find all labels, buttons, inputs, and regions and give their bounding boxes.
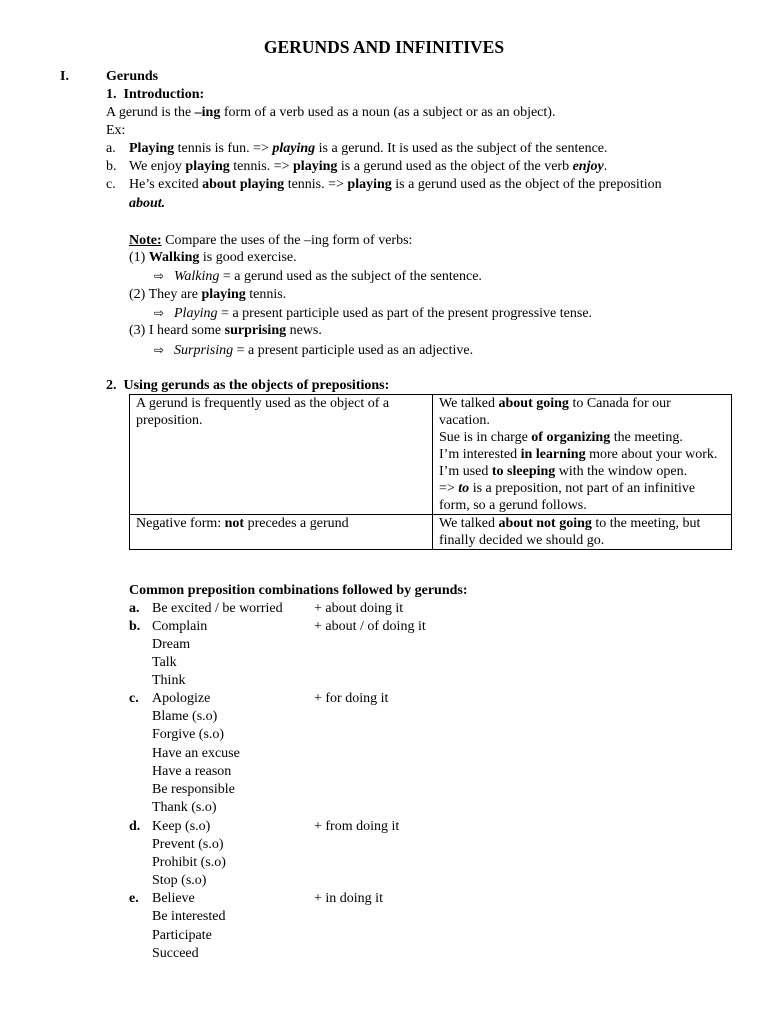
text: surprising	[224, 323, 287, 338]
text: We enjoy	[129, 159, 186, 174]
text: not	[224, 516, 245, 531]
list-item: Prohibit (s.o)	[152, 855, 226, 870]
list-marker: c.	[106, 177, 116, 192]
table-cell	[130, 515, 433, 550]
note-sentence-2	[129, 286, 286, 304]
text: Playing	[174, 306, 218, 321]
text: Walking	[174, 269, 220, 284]
text: Walking	[148, 250, 200, 265]
example-a	[106, 140, 608, 158]
text: Negative form:	[136, 516, 225, 531]
list-item: Be responsible	[152, 782, 235, 797]
example-line	[439, 446, 725, 463]
text: I’m interested	[439, 447, 521, 462]
list-item: Thank (s.o)	[152, 800, 217, 815]
list-item: Be excited / be worried	[152, 601, 283, 616]
text: playing	[185, 159, 230, 174]
preposition-label: + from doing it	[314, 819, 400, 834]
text: precedes a gerund	[244, 516, 349, 531]
example-line	[439, 480, 725, 514]
text: Playing	[129, 141, 175, 156]
example-b	[106, 158, 607, 176]
text: enjoy	[572, 159, 604, 174]
text: to the meeting, but finally decided we should go.	[439, 516, 701, 548]
preposition-label: + for doing it	[314, 691, 389, 706]
list-item: Prevent (s.o)	[152, 837, 224, 852]
page-title: GERUNDS AND INFINITIVES	[263, 37, 505, 57]
text: form of a verb used as a noun (as a subject or as an object).	[220, 105, 556, 120]
text: tennis. =>	[284, 177, 348, 192]
note-line	[129, 232, 412, 250]
text: –ing	[194, 105, 221, 120]
text: = a present participle used as part of the present progressive tense.	[217, 306, 593, 321]
section-heading: Gerunds	[106, 69, 159, 84]
arrow-right-icon: ⇨	[154, 269, 165, 283]
note-explanation-3	[154, 341, 473, 360]
text: about going	[498, 396, 569, 411]
list-item: Keep (s.o)	[152, 819, 211, 834]
text: = a gerund used as the subject of the sentence.	[219, 269, 482, 284]
list-marker: b.	[106, 159, 117, 174]
list-marker: e.	[129, 891, 139, 906]
text: playing	[272, 141, 316, 156]
note-explanation-1	[154, 267, 482, 286]
text: tennis.	[245, 287, 287, 302]
arrow-right-icon: ⇨	[154, 306, 165, 320]
text: playing	[347, 177, 392, 192]
list-item: Stop (s.o)	[152, 873, 207, 888]
gerund-definition	[106, 104, 555, 122]
text: to Canada for our vacation.	[439, 396, 671, 428]
text: to	[458, 481, 470, 496]
text: tennis is fun. =>	[174, 141, 273, 156]
text: tennis. =>	[229, 159, 294, 174]
arrow-right-icon: ⇨	[154, 343, 165, 357]
text: news.	[286, 323, 322, 338]
text: to sleeping	[491, 464, 556, 479]
list-item: Participate	[152, 928, 212, 943]
section-numeral: I.	[60, 69, 69, 84]
list-item: Forgive (s.o)	[152, 727, 225, 742]
note-sentence-1	[129, 249, 297, 267]
note-explanation-2	[154, 304, 592, 323]
preposition-table	[129, 394, 732, 550]
text: is a preposition, not part of an infinitive form, so a gerund follows.	[439, 481, 696, 513]
preposition-label: + about doing it	[314, 601, 404, 616]
list-item: Talk	[152, 655, 177, 670]
list-item: Be interested	[152, 909, 226, 924]
table-cell	[433, 395, 732, 515]
list-marker: c.	[129, 691, 139, 706]
example-label: Ex:	[106, 123, 126, 138]
text: (2) They are	[129, 287, 202, 302]
text: playing	[293, 159, 338, 174]
text: A gerund is the	[106, 105, 195, 120]
section2-heading: 2. Using gerunds as the objects of prepositions:	[106, 378, 390, 393]
combos-heading: Common preposition combinations followed by gerunds:	[129, 583, 468, 598]
text: (1)	[129, 250, 149, 265]
text: = a present participle used as an adjective.	[233, 343, 474, 358]
table-row	[130, 395, 732, 515]
table-cell: A gerund is frequently used as the object of a preposition.	[130, 395, 433, 515]
text: We talked	[439, 516, 499, 531]
example-line	[439, 395, 725, 429]
text: We talked	[439, 396, 499, 411]
table-row	[130, 515, 732, 550]
example-line	[439, 463, 725, 480]
text: is a gerund. It is used as the subject of the sentence.	[315, 141, 608, 156]
text: =>	[439, 481, 459, 496]
text: Surprising	[174, 343, 234, 358]
preposition-label: + in doing it	[314, 891, 383, 906]
list-item: Believe	[152, 891, 195, 906]
list-item: Complain	[152, 619, 208, 634]
text: He’s excited	[129, 177, 203, 192]
list-marker: a.	[106, 141, 116, 156]
text: .	[603, 159, 608, 174]
example-c	[106, 176, 662, 194]
list-marker: b.	[129, 619, 141, 634]
text: in learning	[520, 447, 586, 462]
text: of organizing	[531, 430, 611, 445]
list-marker: d.	[129, 819, 141, 834]
note-sentence-3	[129, 322, 322, 340]
intro-heading: 1. Introduction:	[106, 87, 205, 102]
text: is a gerund used as the object of the verb	[337, 159, 573, 174]
text: Compare the uses of the –ing form of verbs:	[161, 233, 413, 248]
text: I’m used	[439, 464, 492, 479]
text: about not going	[498, 516, 592, 531]
list-marker: a.	[129, 601, 140, 616]
list-item: Dream	[152, 637, 191, 652]
example-c-continuation: about.	[129, 196, 166, 211]
text: playing	[201, 287, 246, 302]
text: is good exercise.	[199, 250, 297, 265]
list-item: Think	[152, 673, 186, 688]
example-line	[439, 429, 725, 446]
text: about playing	[202, 177, 285, 192]
text: with the window open.	[555, 464, 688, 479]
list-item: Have a reason	[152, 764, 232, 779]
list-item: Succeed	[152, 946, 199, 961]
text: more about your work.	[585, 447, 718, 462]
list-item: Blame (s.o)	[152, 709, 218, 724]
text: is a gerund used as the object of the preposition	[391, 177, 662, 192]
list-item: Have an excuse	[152, 746, 240, 761]
list-item: Apologize	[152, 691, 211, 706]
text: (3) I heard some	[129, 323, 225, 338]
table-cell	[433, 515, 732, 550]
note-label: Note:	[129, 233, 162, 248]
text: the meeting.	[610, 430, 683, 445]
text: Sue is in charge	[439, 430, 532, 445]
preposition-label: + about / of doing it	[314, 619, 426, 634]
